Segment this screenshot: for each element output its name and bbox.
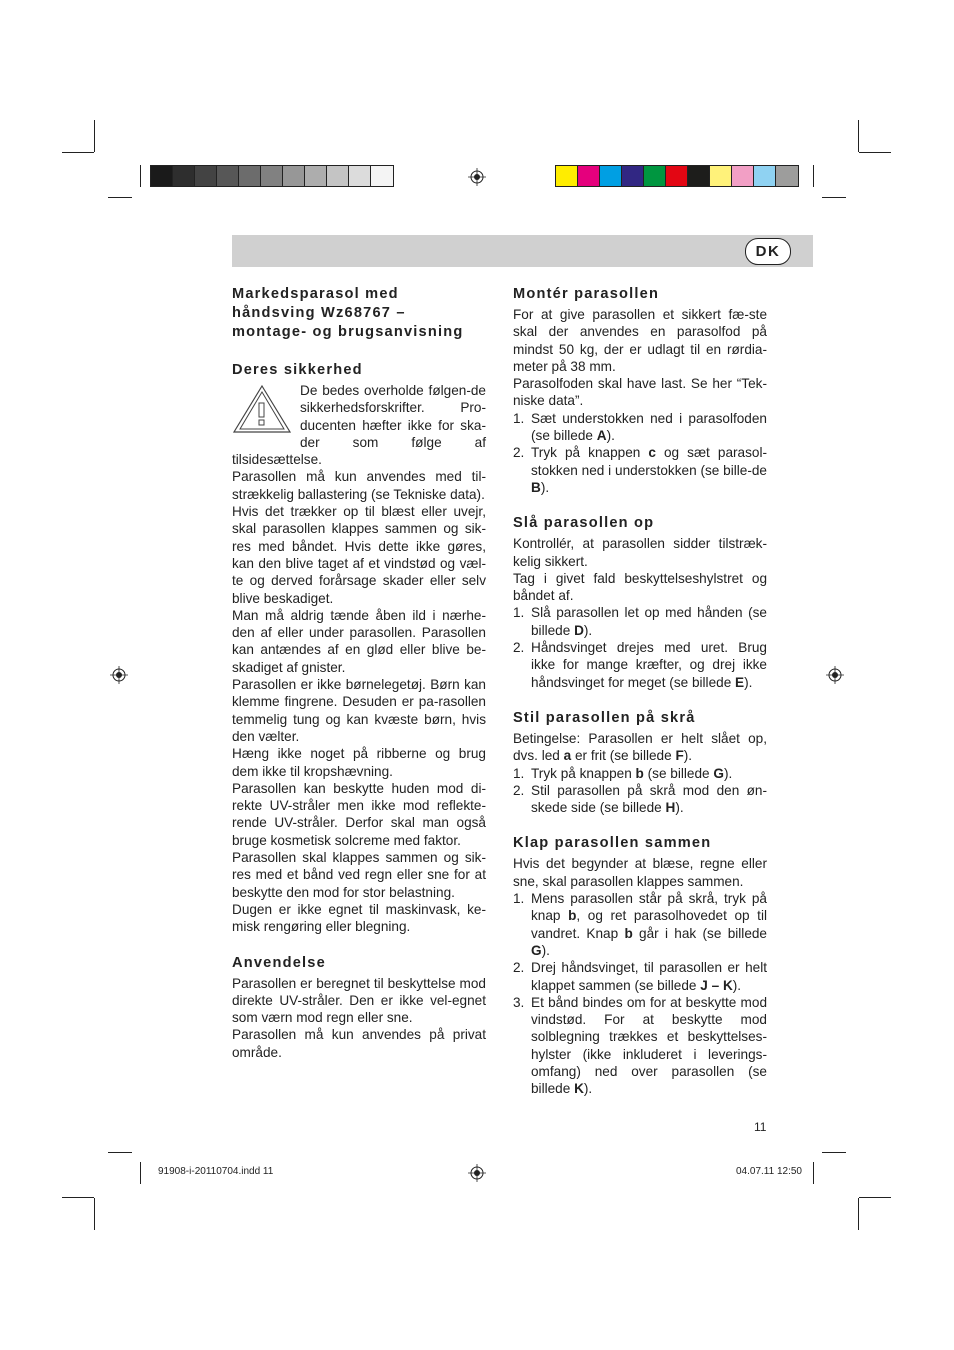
crop-mark (859, 152, 891, 153)
safety-heading: Deres sikkerhed (232, 362, 363, 378)
figure-ref: D (574, 622, 584, 638)
header-bar (232, 235, 813, 267)
crop-mark (108, 1152, 132, 1153)
figure-ref: J – K (700, 977, 733, 993)
crop-mark (822, 197, 846, 198)
part-ref: b (635, 765, 644, 781)
color-swatch (371, 166, 393, 186)
step-number: 1. (513, 410, 525, 426)
title-line: montage- og brugsanvisning (232, 324, 464, 340)
step-text: og sæt parasol-stokken ned i understokken (se bille-de (531, 445, 767, 478)
crop-mark (140, 165, 141, 187)
tilt-paragraph (513, 730, 767, 765)
step-text: ). (675, 800, 684, 816)
step-number: 3. (513, 994, 525, 1010)
language-badge: DK (745, 238, 791, 265)
usage-section (232, 954, 486, 1061)
page-number: 11 (754, 1120, 767, 1134)
part-ref: b (568, 908, 577, 924)
figure-ref: G (713, 765, 724, 781)
page-title (232, 285, 486, 342)
crop-mark (859, 1197, 891, 1198)
figure-ref: B (531, 479, 541, 495)
list-item (513, 410, 767, 445)
part-ref: c (648, 445, 656, 461)
safety-paragraph: Hvis det trækker op til blæst eller uvejr, skal parasollen klappes sammen og sik-res med båndet. Hvis dette ikke gøres, kan den blive taget af et vindstød og væl-te og derved forårsage skader eller selv blive beskadiget. (232, 504, 486, 606)
crop-mark (858, 1198, 859, 1230)
registration-mark-icon (110, 666, 128, 684)
title-line: håndsving Wz68767 – (232, 305, 406, 321)
figure-ref: K (574, 1081, 584, 1097)
step-text: går i hak (se billede (632, 925, 767, 941)
color-swatch (754, 166, 776, 186)
crop-mark (858, 120, 859, 152)
step-number: 1. (513, 765, 525, 781)
open-steps (513, 604, 767, 690)
color-swatch (349, 166, 371, 186)
crop-mark (94, 1198, 95, 1230)
mount-heading: Montér parasollen (513, 286, 660, 302)
close-paragraph: Hvis det begynder at blæse, regne eller sne, skal parasollen klappes sammen. (513, 856, 767, 889)
usage-heading: Anvendelse (232, 954, 326, 971)
step-text: (se billede (643, 765, 714, 781)
step-text: ). (606, 428, 615, 444)
color-swatch (173, 166, 195, 186)
safety-paragraph: Man må aldrig tænde åben ild i nærhe-den af eller under parasollen. Parasollen kan antændes af en glød eller blive be-skadiget af gnister. (232, 607, 486, 675)
step-text: ). (744, 674, 753, 690)
figure-ref: A (596, 428, 607, 444)
tilt-section (513, 709, 767, 816)
step-text: Sæt understokken ned i parasolfoden (se billede (531, 410, 767, 444)
warning-triangle-icon (232, 384, 292, 434)
crop-mark (108, 197, 132, 198)
step-number: 2. (513, 640, 525, 656)
color-swatch (217, 166, 239, 186)
open-heading: Slå parasollen op (513, 515, 655, 532)
usage-paragraph: Parasollen er beregnet til beskyttelse mod direkte UV-stråler. Den er ikke vel-egnet som værn mod regn eller sne. (232, 975, 486, 1026)
safety-paragraph: Parasollen er ikke børnelegetøj. Børn kan klemme fingrene. Desuden er pa-rasollen temmelig tung og kan kvæste børn, hvis den vælter. (232, 677, 486, 744)
color-swatch (327, 166, 349, 186)
mount-paragraph: For at give parasollen et sikkert fæ-ste skal der anvendes en parasolfod på mindst 50 kg, der er udlagt til en rørdia-meter på 38 mm. (513, 307, 767, 374)
tilt-heading: Stil parasollen på skrå (513, 709, 696, 726)
step-number: 2. (513, 445, 525, 461)
list-item (513, 604, 767, 639)
step-text: ). (583, 622, 593, 638)
tilt-text: er frit (se billede (571, 748, 676, 764)
part-ref: a (563, 748, 572, 764)
part-ref: b (624, 925, 633, 941)
close-section (513, 834, 767, 1097)
color-swatch (261, 166, 283, 186)
open-section (513, 514, 767, 691)
safety-paragraph: Dugen er ikke egnet til maskinvask, ke-misk rengøring eller blegning. (232, 901, 486, 935)
color-swatch (732, 166, 754, 186)
color-swatch (666, 166, 688, 186)
color-swatch (600, 166, 622, 186)
list-item (513, 994, 767, 1098)
safety-paragraph: Parasollen kan beskytte huden mod di-rekte UV-stråler men ikke mod reflekte-rende UV-stråler. Derfor skal man også bruge kosmetisk solcreme med faktor. (232, 780, 486, 848)
list-item (513, 765, 767, 782)
crop-mark (94, 120, 95, 152)
step-number: 2. (513, 782, 525, 798)
grayscale-color-bar (150, 165, 394, 187)
crop-mark (813, 1162, 814, 1184)
figure-ref: E (735, 674, 745, 690)
step-number: 1. (513, 605, 525, 621)
step-number: 2. (513, 960, 525, 976)
step-text: ). (540, 479, 550, 495)
color-swatch (151, 166, 173, 186)
color-swatch (688, 166, 710, 186)
color-swatch (239, 166, 261, 186)
open-paragraph: Kontrollér, at parasollen sidder tilstræk-kelig sikkert. (513, 536, 767, 569)
step-text: Stil parasollen på skrå mod den øn-skede side (se billede (531, 782, 767, 816)
step-text: ). (732, 977, 742, 993)
step-text: ). (723, 765, 733, 781)
color-swatch (195, 166, 217, 186)
left-column (232, 285, 486, 1079)
step-text: Mens parasollen står på skrå, tryk på knap (531, 891, 767, 924)
figure-ref: F (675, 748, 684, 764)
color-swatch (305, 166, 327, 186)
registration-mark-icon (468, 168, 486, 186)
step-text: Drej håndsvinget, til parasollen er helt klappet sammen (se billede (531, 960, 767, 993)
figure-ref: H (665, 800, 676, 816)
footer-date-info: 04.07.11 12:50 (736, 1166, 802, 1177)
list-item (513, 444, 767, 496)
step-text: ). (541, 942, 550, 958)
right-column (513, 285, 767, 1116)
mount-section (513, 285, 767, 496)
figure-ref: G (531, 942, 542, 958)
safety-section (232, 361, 486, 936)
crop-mark (813, 165, 814, 187)
step-text: Tryk på knappen (531, 765, 636, 781)
color-swatch (283, 166, 305, 186)
safety-paragraph: Hæng ikke noget på ribberne og brug dem ikke til kropshævning. (232, 746, 486, 779)
step-text: Håndsvinget drejes med uret. Brug ikke for mange kræfter, og drej ikke håndsvinget for meget (se billede (531, 640, 767, 690)
safety-paragraph: Parasollen må kun anvendes med til-strækkelig ballastering (se Tekniske data). (232, 469, 486, 502)
title-line: Markedsparasol med (232, 286, 399, 302)
safety-paragraph: Parasollen skal klappes sammen og sik-res med et bånd ved regn eller sne for at beskytte den mod for stor belastning. (232, 850, 486, 900)
list-item (513, 959, 767, 994)
tilt-text: Betingelse: Parasollen er helt slået op, dvs. led (513, 730, 767, 764)
safety-paragraph: De bedes overholde følgen-de sikkerhedsforskrifter. Pro-ducenten hæfter ikke for ska-der som følge af tilsidesættelse. (232, 383, 486, 468)
close-steps (513, 890, 767, 1098)
crop-mark (140, 1162, 141, 1184)
crop-mark (62, 1197, 94, 1198)
list-item (513, 890, 767, 959)
step-number: 1. (513, 891, 525, 907)
step-text: Et bånd bindes om for at beskytte mod vindstød. For at beskytte mod solblegning trækkes et beskyttelses-hylster (ikke inkluderet i leverings-omfang) ned over parasollen (se billede (531, 994, 767, 1097)
step-text: Slå parasollen let op med hånden (se billede (531, 605, 767, 638)
color-swatch (556, 166, 578, 186)
crop-mark (822, 1152, 846, 1153)
process-color-bar (555, 165, 799, 187)
tilt-text: ). (683, 748, 693, 764)
tilt-steps (513, 765, 767, 817)
color-swatch (578, 166, 600, 186)
step-text: , og ret parasolhovedet op til vandret. Knap (531, 908, 767, 941)
usage-paragraph: Parasollen må kun anvendes på privat område. (232, 1027, 486, 1060)
mount-steps (513, 410, 767, 496)
color-swatch (710, 166, 732, 186)
color-swatch (776, 166, 798, 186)
step-text: Tryk på knappen (531, 445, 649, 461)
list-item (513, 782, 767, 817)
color-swatch (644, 166, 666, 186)
footer-file-info: 91908-i-20110704.indd 11 (158, 1166, 274, 1177)
close-heading: Klap parasollen sammen (513, 835, 712, 852)
step-text: ). (583, 1081, 593, 1097)
list-item (513, 639, 767, 691)
mount-paragraph: Parasolfoden skal have last. Se her “Tek-niske data”. (513, 376, 767, 409)
crop-mark (62, 152, 94, 153)
registration-mark-icon (826, 666, 844, 684)
open-paragraph: Tag i givet fald beskyttelseshylstret og båndet af. (513, 570, 767, 604)
color-swatch (622, 166, 644, 186)
registration-mark-icon (468, 1164, 486, 1182)
